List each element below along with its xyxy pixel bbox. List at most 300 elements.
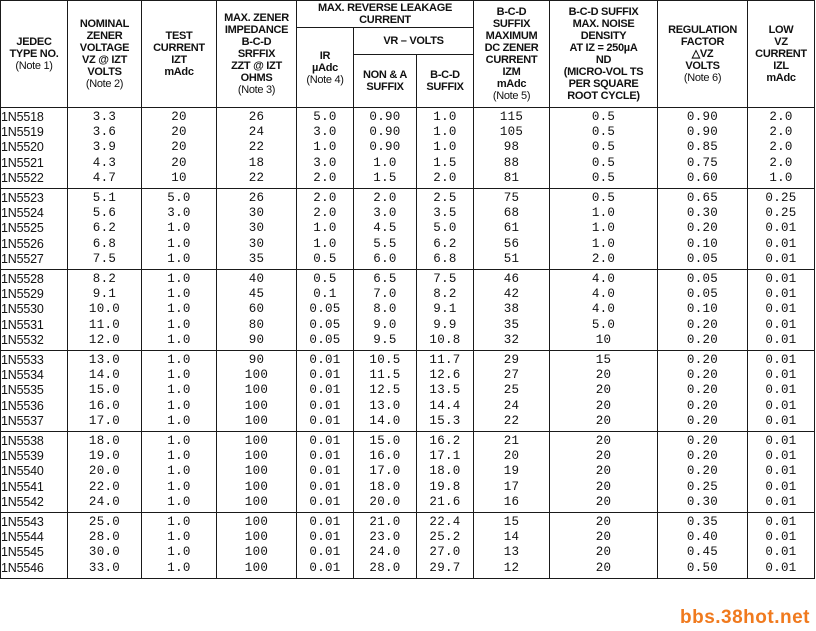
cell-value: 3.0 <box>313 155 337 170</box>
cell-value: 20 <box>595 530 612 545</box>
cell-value: 5.1 <box>92 191 117 206</box>
cell-value: 0.10 <box>686 302 719 317</box>
cell-value: 0.01 <box>765 494 797 509</box>
cell-value: 15.0 <box>88 383 121 398</box>
cell-value: 0.01 <box>765 353 797 368</box>
col-reg <box>658 432 748 513</box>
cell-value: 1N5531 <box>1 317 44 332</box>
header-line: (Note 1) <box>15 60 53 72</box>
col-izl <box>748 108 815 189</box>
cell-value: 0.01 <box>765 449 797 464</box>
cell-value: 4.7 <box>92 170 117 185</box>
header-line: CURRENT <box>485 54 538 66</box>
cell-value: 1N5540 <box>1 464 44 479</box>
cell-value: 10.0 <box>88 302 121 317</box>
col-reg <box>658 270 748 351</box>
cell-value: 1.0 <box>167 494 191 509</box>
header-line: MAX. ZENER <box>224 12 289 24</box>
cell-value: 27.0 <box>429 545 461 560</box>
cell-value: 19.8 <box>429 479 461 494</box>
cell-value: 100 <box>244 479 269 494</box>
cell-value: 1N5523 <box>1 191 44 206</box>
header-nominal-zener-voltage <box>68 1 142 108</box>
cell-value: 1N5544 <box>1 530 44 545</box>
cell-value: 13.0 <box>369 398 401 413</box>
header-line: OHMS <box>240 72 273 84</box>
cell-value: 25 <box>503 383 520 398</box>
cell-value: 13 <box>503 545 520 560</box>
header-dc-zener-current <box>474 1 550 108</box>
cell-value: 11.0 <box>88 317 121 332</box>
header-line: ROOT CYCLE) <box>567 90 640 102</box>
header-line: VZ <box>774 36 788 48</box>
cell-value: 6.8 <box>433 251 457 266</box>
cell-value: 14.0 <box>369 413 401 428</box>
header-line: CURRENT <box>359 14 411 26</box>
col-izl <box>748 270 815 351</box>
cell-value: 20 <box>595 479 612 494</box>
cell-value: 1N5535 <box>1 383 44 398</box>
cell-value: 9.1 <box>92 287 117 302</box>
col-izm <box>474 189 550 270</box>
cell-value: 60 <box>248 302 265 317</box>
cell-value: 0.01 <box>309 368 341 383</box>
col-vr-non-a <box>354 189 417 270</box>
cell-value: 3.6 <box>92 125 117 140</box>
cell-value: 20.0 <box>88 464 121 479</box>
col-vr-bcd <box>417 351 474 432</box>
header-line: FACTOR <box>680 36 725 48</box>
table-row-group <box>1 513 815 579</box>
cell-value: 18.0 <box>369 479 401 494</box>
cell-value: 1.0 <box>373 155 397 170</box>
cell-value: 11.5 <box>369 368 401 383</box>
header-line: SUFFIX <box>366 81 404 93</box>
cell-value: 98 <box>503 140 520 155</box>
cell-value: 0.5 <box>591 110 616 124</box>
cell-value: 9.9 <box>433 317 457 332</box>
cell-value: 9.1 <box>433 302 457 317</box>
cell-value: 5.0 <box>591 317 616 332</box>
header-line: REGULATION <box>668 24 737 36</box>
cell-value: 0.75 <box>686 155 719 170</box>
cell-value: 33.0 <box>88 560 121 575</box>
cell-value: 24 <box>503 398 520 413</box>
col-izl <box>748 189 815 270</box>
col-vz <box>68 270 142 351</box>
cell-value: 1.0 <box>313 140 337 155</box>
header-line: mAdc <box>766 72 796 84</box>
cell-value: 1.0 <box>167 545 191 560</box>
cell-value: 1N5519 <box>1 125 44 140</box>
cell-value: 3.0 <box>167 206 191 221</box>
cell-value: 20.0 <box>369 494 401 509</box>
col-reg <box>658 108 748 189</box>
cell-value: 100 <box>244 368 269 383</box>
col-ir <box>297 351 354 432</box>
col-ir <box>297 513 354 579</box>
cell-value: 2.0 <box>769 125 793 140</box>
cell-value: 13.5 <box>429 383 461 398</box>
cell-value: 30 <box>248 221 265 236</box>
cell-value: 0.20 <box>686 464 719 479</box>
cell-value: 14 <box>503 530 520 545</box>
cell-value: 28.0 <box>88 530 121 545</box>
cell-value: 0.20 <box>686 368 719 383</box>
cell-value: 1.0 <box>167 302 191 317</box>
cell-value: 0.01 <box>765 287 797 302</box>
header-line: NOMINAL <box>79 18 130 30</box>
cell-value: 0.01 <box>309 383 341 398</box>
cell-value: 0.20 <box>686 383 719 398</box>
cell-value: 16.0 <box>369 449 401 464</box>
cell-value: 0.05 <box>686 287 719 302</box>
cell-value: 0.01 <box>765 515 797 530</box>
cell-value: 20 <box>171 140 187 155</box>
header-line: NON & A <box>363 69 407 81</box>
cell-value: 5.5 <box>373 236 397 251</box>
cell-value: 1.0 <box>167 479 191 494</box>
cell-value: 24 <box>248 125 265 140</box>
cell-value: 17.0 <box>88 413 121 428</box>
cell-value: 0.01 <box>765 368 797 383</box>
header-vr-bcd-suffix <box>417 55 474 108</box>
cell-value: 5.0 <box>167 191 191 206</box>
cell-value: 20 <box>595 383 612 398</box>
cell-value: 22 <box>248 170 265 185</box>
col-vr-bcd <box>417 513 474 579</box>
cell-value: 0.01 <box>765 545 797 560</box>
cell-value: 0.50 <box>686 560 719 575</box>
cell-value: 15 <box>595 353 612 368</box>
cell-value: 1.0 <box>167 332 191 347</box>
cell-value: 26 <box>248 191 265 206</box>
cell-value: 0.01 <box>309 530 341 545</box>
cell-value: 17 <box>503 479 520 494</box>
cell-value: 1N5542 <box>1 494 44 509</box>
header-line: IZL <box>773 60 789 72</box>
cell-value: 1N5525 <box>1 221 44 236</box>
cell-value: 10.5 <box>369 353 401 368</box>
col-nd <box>550 189 658 270</box>
cell-value: 22 <box>503 413 520 428</box>
cell-value: 1.0 <box>433 110 457 124</box>
cell-value: 20 <box>595 434 612 449</box>
cell-value: 1N5526 <box>1 236 44 251</box>
header-line: (Note 2) <box>85 78 124 90</box>
cell-value: 30.0 <box>88 545 121 560</box>
cell-value: 1.0 <box>167 317 191 332</box>
cell-value: 6.8 <box>92 236 117 251</box>
cell-value: 1N5534 <box>1 368 44 383</box>
header-line: IZM <box>502 66 521 78</box>
cell-value: 25.0 <box>88 515 121 530</box>
site-watermark: bbs.38hot.net <box>679 607 810 628</box>
cell-value: 0.20 <box>686 332 719 347</box>
header-line: B-C-D SUFFIX <box>568 6 639 18</box>
header-line: MAX. NOISE <box>572 18 635 30</box>
header-line: AT IZ = 250µA <box>569 42 638 54</box>
cell-value: 20 <box>503 449 520 464</box>
header-line: TEST <box>165 30 193 42</box>
cell-value: 1.0 <box>313 236 337 251</box>
cell-value: 27 <box>503 368 520 383</box>
cell-value: 40 <box>248 272 265 287</box>
col-vz <box>68 513 142 579</box>
cell-value: 3.5 <box>433 206 457 221</box>
cell-value: 20 <box>595 560 612 575</box>
col-reg <box>658 513 748 579</box>
cell-value: 88 <box>503 155 520 170</box>
header-line: mAdc <box>164 66 194 78</box>
cell-value: 100 <box>244 560 269 575</box>
col-izm <box>474 432 550 513</box>
cell-value: 0.01 <box>765 530 797 545</box>
cell-value: 0.90 <box>369 110 401 124</box>
header-line: PER SQUARE <box>568 78 639 90</box>
cell-value: 1N5529 <box>1 287 44 302</box>
cell-value: 81 <box>503 170 520 185</box>
cell-value: 1.0 <box>591 236 616 251</box>
header-test-current <box>142 1 217 108</box>
cell-value: 20 <box>595 545 612 560</box>
cell-value: 1N5541 <box>1 479 44 494</box>
cell-value: 24.0 <box>88 494 121 509</box>
cell-value: 51 <box>503 251 520 266</box>
cell-value: 9.0 <box>373 317 397 332</box>
cell-value: 2.0 <box>313 170 337 185</box>
cell-value: 0.90 <box>686 110 719 124</box>
cell-value: 20 <box>595 413 612 428</box>
cell-value: 38 <box>503 302 520 317</box>
col-vz <box>68 351 142 432</box>
cell-value: 0.60 <box>686 170 719 185</box>
cell-value: 20 <box>595 368 612 383</box>
cell-value: 0.01 <box>765 221 797 236</box>
col-jedec <box>1 513 68 579</box>
cell-value: 19.0 <box>88 449 121 464</box>
cell-value: 16.2 <box>429 434 461 449</box>
cell-value: 0.01 <box>309 413 341 428</box>
cell-value: 5.6 <box>92 206 117 221</box>
cell-value: 1.0 <box>167 221 191 236</box>
cell-value: 1N5538 <box>1 434 44 449</box>
header-line: SUFFIX <box>426 81 464 93</box>
cell-value: 20 <box>595 515 612 530</box>
col-izm <box>474 513 550 579</box>
header-line: VOLTS <box>87 66 122 78</box>
header-line: mAdc <box>496 78 527 90</box>
cell-value: 0.01 <box>309 494 341 509</box>
cell-value: 15.0 <box>369 434 401 449</box>
cell-value: 0.01 <box>765 560 797 575</box>
cell-value: 1.0 <box>167 560 191 575</box>
col-izl <box>748 351 815 432</box>
cell-value: 100 <box>244 383 269 398</box>
cell-value: 0.10 <box>686 236 719 251</box>
cell-value: 100 <box>244 494 269 509</box>
header-line: (Note 5) <box>492 90 531 102</box>
cell-value: 0.5 <box>591 140 616 155</box>
cell-value: 0.01 <box>309 515 341 530</box>
col-zzt <box>217 108 297 189</box>
cell-value: 8.2 <box>92 272 117 287</box>
cell-value: 100 <box>244 545 269 560</box>
cell-value: 0.40 <box>686 530 719 545</box>
cell-value: 2.0 <box>769 140 793 155</box>
col-ir <box>297 189 354 270</box>
cell-value: 12.5 <box>369 383 401 398</box>
col-izt <box>142 270 217 351</box>
header-line: SUFFIX <box>492 18 531 30</box>
col-izl <box>748 432 815 513</box>
col-zzt <box>217 513 297 579</box>
cell-value: 1.0 <box>433 140 457 155</box>
col-zzt <box>217 270 297 351</box>
col-vr-bcd <box>417 189 474 270</box>
cell-value: 30 <box>248 206 265 221</box>
cell-value: 0.01 <box>765 332 797 347</box>
cell-value: 3.3 <box>92 110 117 124</box>
col-nd <box>550 432 658 513</box>
cell-value: 0.5 <box>591 125 616 140</box>
cell-value: 105 <box>499 125 524 140</box>
cell-value: 1N5524 <box>1 206 44 221</box>
cell-value: 1N5527 <box>1 251 44 266</box>
cell-value: 10.8 <box>429 332 461 347</box>
cell-value: 7.5 <box>92 251 117 266</box>
cell-value: 0.01 <box>309 434 341 449</box>
col-vr-non-a <box>354 513 417 579</box>
cell-value: 0.01 <box>765 317 797 332</box>
table-header <box>1 1 815 108</box>
col-ir <box>297 270 354 351</box>
header-line: ND <box>595 54 612 66</box>
cell-value: 1N5546 <box>1 560 44 575</box>
cell-value: 0.01 <box>309 479 341 494</box>
header-line: JEDEC <box>16 36 52 48</box>
cell-value: 1.0 <box>591 206 616 221</box>
header-line: LOW <box>768 24 794 36</box>
cell-value: 0.01 <box>765 479 797 494</box>
cell-value: 2.0 <box>313 191 337 206</box>
cell-value: 1N5530 <box>1 302 44 317</box>
cell-value: 0.20 <box>686 413 719 428</box>
cell-value: 2.0 <box>313 206 337 221</box>
cell-value: 1.0 <box>167 251 191 266</box>
col-zzt <box>217 351 297 432</box>
cell-value: 19 <box>503 464 520 479</box>
cell-value: 100 <box>244 530 269 545</box>
cell-value: 22 <box>248 140 265 155</box>
header-line: B-C-D <box>241 36 272 48</box>
cell-value: 1.0 <box>167 464 191 479</box>
cell-value: 0.01 <box>765 383 797 398</box>
cell-value: 0.1 <box>313 287 337 302</box>
cell-value: 21 <box>503 434 520 449</box>
cell-value: 0.01 <box>765 413 797 428</box>
cell-value: 100 <box>244 449 269 464</box>
cell-value: 5.0 <box>313 110 337 124</box>
cell-value: 1.0 <box>167 413 191 428</box>
cell-value: 68 <box>503 206 520 221</box>
col-zzt <box>217 189 297 270</box>
header-line: ZENER <box>86 30 123 42</box>
cell-value: 12.0 <box>88 332 121 347</box>
cell-value: 16.0 <box>88 398 121 413</box>
cell-value: 1N5532 <box>1 332 44 347</box>
cell-value: 0.20 <box>686 398 719 413</box>
cell-value: 21.6 <box>429 494 461 509</box>
cell-value: 20 <box>171 125 187 140</box>
col-nd <box>550 108 658 189</box>
cell-value: 15.3 <box>429 413 461 428</box>
cell-value: 1.0 <box>591 221 616 236</box>
cell-value: 0.05 <box>309 332 341 347</box>
cell-value: 90 <box>248 332 265 347</box>
cell-value: 1N5537 <box>1 413 44 428</box>
cell-value: 0.05 <box>309 302 341 317</box>
cell-value: 4.0 <box>591 287 616 302</box>
cell-value: 0.90 <box>686 125 719 140</box>
cell-value: 9.5 <box>373 332 397 347</box>
table-body <box>1 108 815 579</box>
cell-value: 13.0 <box>88 353 121 368</box>
cell-value: 4.0 <box>591 272 616 287</box>
cell-value: 1N5521 <box>1 155 44 170</box>
cell-value: 1.0 <box>167 383 191 398</box>
header-line: (MICRO-VOL TS <box>563 66 644 78</box>
cell-value: 1.0 <box>769 170 793 185</box>
cell-value: 21.0 <box>369 515 401 530</box>
cell-value: 8.0 <box>373 302 397 317</box>
cell-value: 100 <box>244 515 269 530</box>
cell-value: 0.01 <box>309 464 341 479</box>
cell-value: 0.05 <box>309 317 341 332</box>
header-max-zener-impedance <box>217 1 297 108</box>
col-izm <box>474 351 550 432</box>
cell-value: 28.0 <box>369 560 401 575</box>
cell-value: 1.0 <box>167 515 191 530</box>
cell-value: 4.3 <box>92 155 117 170</box>
cell-value: 0.5 <box>591 191 616 206</box>
cell-value: 8.2 <box>433 287 457 302</box>
col-nd <box>550 270 658 351</box>
header-line: (Note 6) <box>683 72 722 84</box>
cell-value: 18.0 <box>429 464 461 479</box>
col-izl <box>748 513 815 579</box>
col-vr-non-a <box>354 270 417 351</box>
cell-value: 1N5536 <box>1 398 44 413</box>
cell-value: 100 <box>244 398 269 413</box>
header-noise-density <box>550 1 658 108</box>
cell-value: 75 <box>503 191 520 206</box>
header-max-reverse-leakage <box>297 1 474 28</box>
cell-value: 20 <box>595 398 612 413</box>
cell-value: 0.01 <box>309 545 341 560</box>
cell-value: 2.0 <box>591 251 616 266</box>
cell-value: 22.0 <box>88 479 121 494</box>
col-vz <box>68 432 142 513</box>
cell-value: 0.01 <box>765 464 797 479</box>
cell-value: 2.5 <box>433 191 457 206</box>
cell-value: 2.0 <box>373 191 397 206</box>
cell-value: 10 <box>595 332 612 347</box>
cell-value: 6.0 <box>373 251 397 266</box>
header-line: B-C-D <box>430 69 460 81</box>
cell-value: 18 <box>248 155 265 170</box>
header-line: IZT <box>171 54 187 66</box>
